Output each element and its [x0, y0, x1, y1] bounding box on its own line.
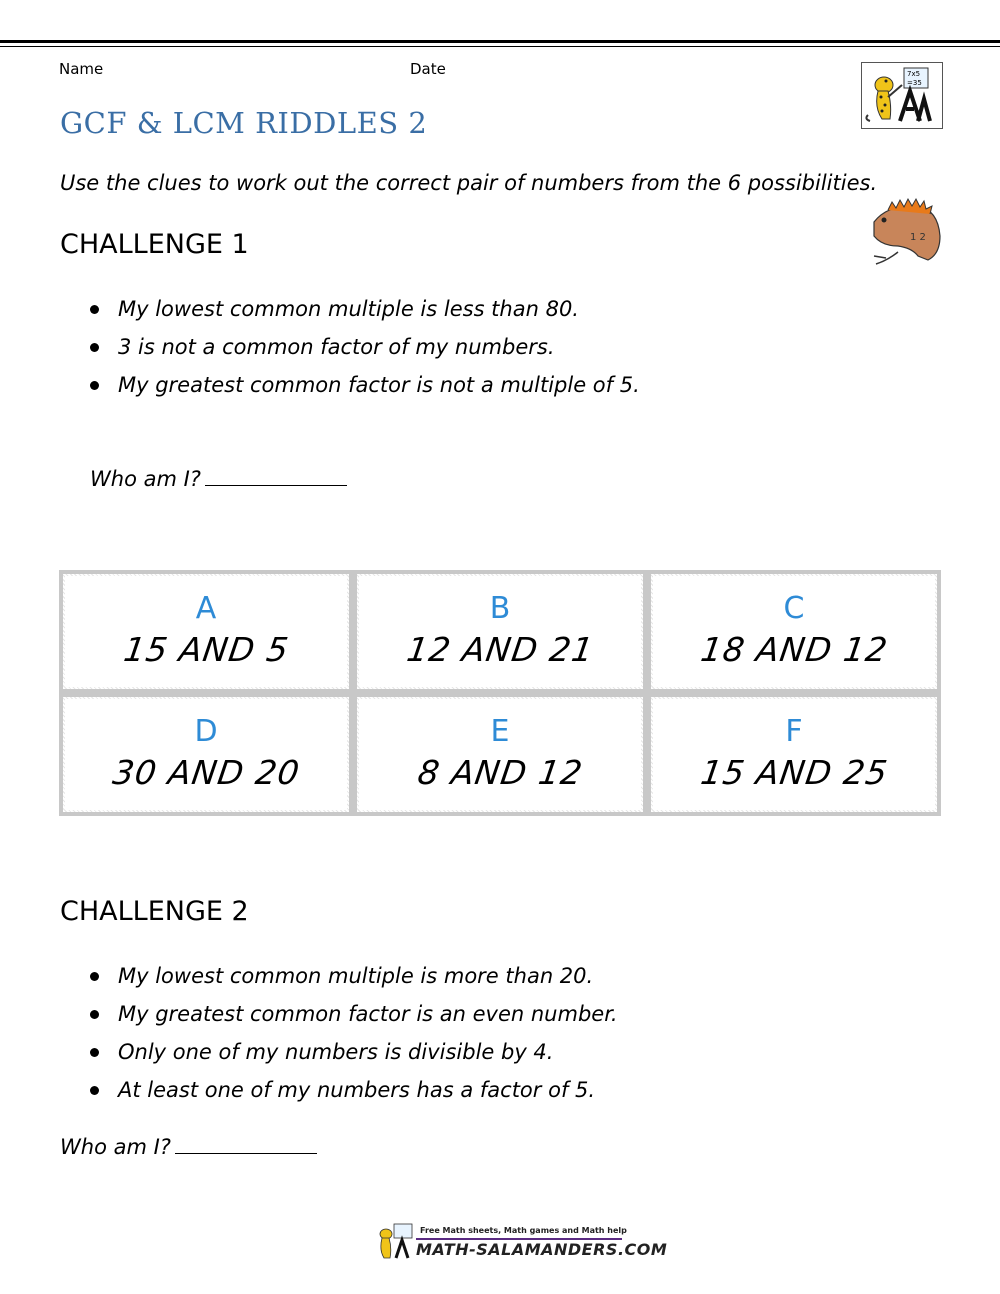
challenge-1-question: [90, 465, 347, 491]
footer-site-link[interactable]: MATH-SALAMANDERS.COM: [416, 1240, 668, 1259]
logo-text-top: 7x5: [907, 70, 921, 78]
footer-tagline: Free Math sheets, Math games and Math help: [420, 1226, 627, 1235]
logo-text-bottom: =35: [907, 79, 922, 87]
clue-item: My greatest common factor is not a multiple of 5.: [90, 372, 640, 410]
option-card: [59, 693, 353, 816]
option-pair: 30 AND 20: [110, 752, 303, 792]
footer-salamander-icon: [374, 1222, 414, 1262]
option-pair: 15 AND 5: [121, 629, 292, 669]
clue-item: My greatest common factor is an even number.: [90, 1001, 618, 1039]
instructions: Use the clues to work out the correct pair of numbers from the 6 possibilities.: [60, 171, 878, 195]
top-rule-thin: [0, 46, 1000, 47]
options-grid: [59, 570, 941, 816]
option-letter: F: [785, 713, 803, 749]
clue-item: My lowest common multiple is more than 20.: [90, 963, 618, 1001]
question-text: Who am I?: [90, 467, 201, 491]
challenge-2-heading: CHALLENGE 2: [60, 896, 249, 927]
option-letter: D: [194, 713, 218, 749]
challenge-1-heading: CHALLENGE 1: [60, 229, 249, 260]
logo: [861, 62, 943, 129]
option-letter: A: [195, 590, 217, 626]
option-pair: 15 AND 25: [698, 752, 891, 792]
lizard-icon: [868, 196, 942, 272]
challenge-1-clues: [90, 296, 640, 410]
option-card: [353, 570, 647, 693]
option-letter: E: [490, 713, 510, 749]
option-letter: B: [489, 590, 511, 626]
option-pair: 12 AND 21: [404, 629, 597, 669]
clue-item: 3 is not a common factor of my numbers.: [90, 334, 640, 372]
option-letter: C: [783, 590, 805, 626]
option-pair: 8 AND 12: [415, 752, 586, 792]
answer-blank[interactable]: [175, 1133, 317, 1154]
option-card: [59, 570, 353, 693]
top-rule: [0, 40, 1000, 43]
svg-text:1 2: 1 2: [910, 232, 926, 243]
clue-item: At least one of my numbers has a factor of 5.: [90, 1077, 618, 1115]
challenge-2-question: [60, 1133, 317, 1159]
option-card: [647, 693, 941, 816]
clue-item: Only one of my numbers is divisible by 4.: [90, 1039, 618, 1077]
date-label: Date: [410, 60, 446, 78]
clue-item: My lowest common multiple is less than 80.: [90, 296, 640, 334]
salamander-teacher-icon: [862, 63, 942, 127]
name-label: Name: [59, 60, 104, 78]
option-card: [647, 570, 941, 693]
answer-blank[interactable]: [205, 465, 347, 486]
option-pair: 18 AND 12: [698, 629, 891, 669]
page-title: GCF & LCM RIDDLES 2: [60, 106, 428, 140]
option-card: [353, 693, 647, 816]
question-text: Who am I?: [60, 1135, 171, 1159]
challenge-2-clues: [90, 963, 618, 1115]
